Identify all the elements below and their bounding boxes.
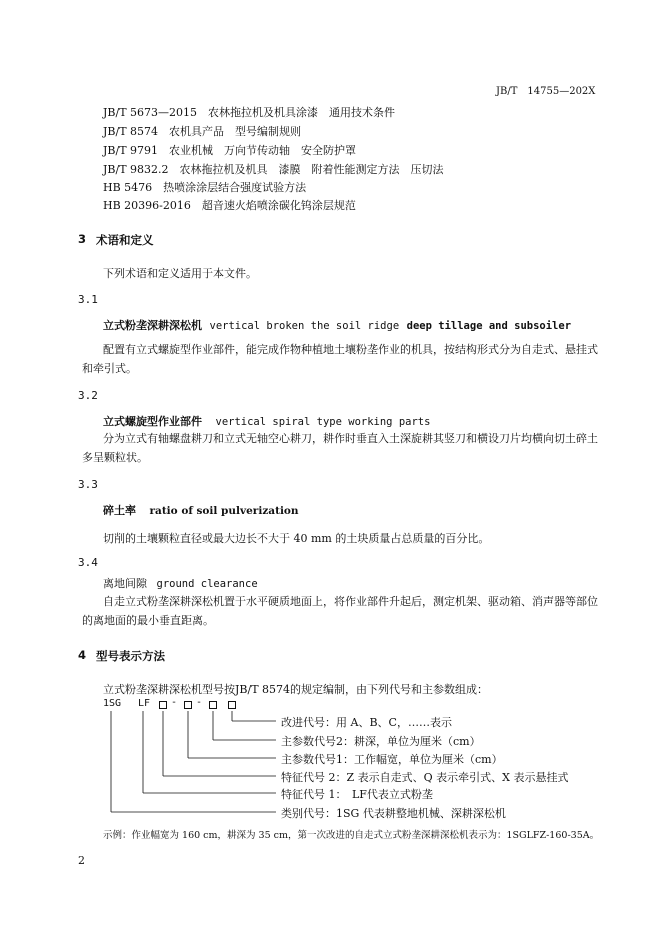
term-chinese: 立式粉垄深耕深松机 xyxy=(103,319,202,332)
term-definition: 自走立式粉垄深耕深松机置于水平硬质地面上，将作业部件升起后，测定机架、驱动箱、消声器等部位的离地面的最小垂直距离。 xyxy=(82,595,598,627)
reference-item: JB/T 8574 农机具产品 型号编制规则 xyxy=(103,125,302,138)
section-title: 术语和定义 xyxy=(96,233,154,247)
section-title: 型号表示方法 xyxy=(96,649,165,663)
section-number: 3 xyxy=(78,232,87,246)
term-english-bold: deep tillage and subsoiler xyxy=(406,320,572,332)
legend-param2: 主参数代号2：耕深，单位为厘米（cm） xyxy=(281,735,481,748)
section-intro: 立式粉垄深耕深松机型号按JB/T 8574的规定编制，由下列代号和主参数组成： xyxy=(103,683,489,696)
legend-param1: 主参数代号1：工作幅宽，单位为厘米（cm） xyxy=(281,753,503,766)
page-number: 2 xyxy=(78,854,85,867)
term-definition: 分为立式有轴螺盘耕刀和立式无轴空心耕刀，耕作时垂直入土深旋耕其竖刀和横设刀片均横向切土碎土多呈颗粒状。 xyxy=(82,432,598,464)
reference-item: HB 20396-2016 超音速火焰喷涂碳化钨涂层规范 xyxy=(103,199,356,212)
reference-item: HB 5476 热喷涂涂层结合强度试验方法 xyxy=(103,181,307,194)
term-chinese: 碎土率 xyxy=(103,504,136,517)
term-number: 3.4 xyxy=(78,556,98,569)
term-english: vertical spiral type working parts xyxy=(215,416,431,428)
term-english: ground clearance xyxy=(156,578,258,590)
document-number: JB/T 14755—202X xyxy=(496,86,596,97)
model-dash: - xyxy=(171,697,178,708)
model-dash: - xyxy=(196,697,203,708)
term-definition: 配置有立式螺旋型作业部件，能完成作物种植地土壤粉垄作业的机具，按结构形式分为自走式、悬挂式和牵引式。 xyxy=(82,343,598,375)
legend-feature1: 特征代号 1： LF代表立式粉垄 xyxy=(281,788,433,801)
model-class-code: 1SG xyxy=(103,698,122,709)
reference-item: JB/T 9832.2 农林拖拉机及机具 漆膜 附着性能测定方法 压切法 xyxy=(103,163,444,176)
term-english: ratio of soil pulverization xyxy=(149,505,299,517)
term-number: 3.2 xyxy=(78,389,98,402)
section-intro: 下列术语和定义适用于本文件。 xyxy=(103,267,257,280)
model-feature-code: LF xyxy=(138,698,151,709)
term-english: vertical broken the soil ridge xyxy=(209,320,400,332)
term-number: 3.1 xyxy=(78,293,98,306)
section-number: 4 xyxy=(78,648,87,662)
reference-item: JB/T 5673—2015 农林拖拉机及机具涂漆 通用技术条件 xyxy=(103,106,396,119)
term-chinese: 离地间隙 xyxy=(103,577,147,590)
legend-feature2: 特征代号 2：Z 表示自走式、Q 表示牵引式、X 表示悬挂式 xyxy=(281,771,569,784)
example-note: 示例：作业幅宽为 160 cm，耕深为 35 cm，第一次改进的自走式立式粉垄深耕深松机表示为：1SGLFZ-160-35A。 xyxy=(103,830,600,841)
term-chinese: 立式螺旋型作业部件 xyxy=(103,415,202,428)
term-definition: 切削的土壤颗粒直径或最大边长不大于 40 mm 的土块质量占总质量的百分比。 xyxy=(103,532,490,545)
term-number: 3.3 xyxy=(78,478,98,491)
legend-improvement: 改进代号：用 A、B、C，……表示 xyxy=(281,716,452,729)
reference-item: JB/T 9791 农业机械 万向节传动轴 安全防护罩 xyxy=(103,144,357,157)
legend-class: 类别代号：1SG 代表耕整地机械、深耕深松机 xyxy=(281,807,506,820)
